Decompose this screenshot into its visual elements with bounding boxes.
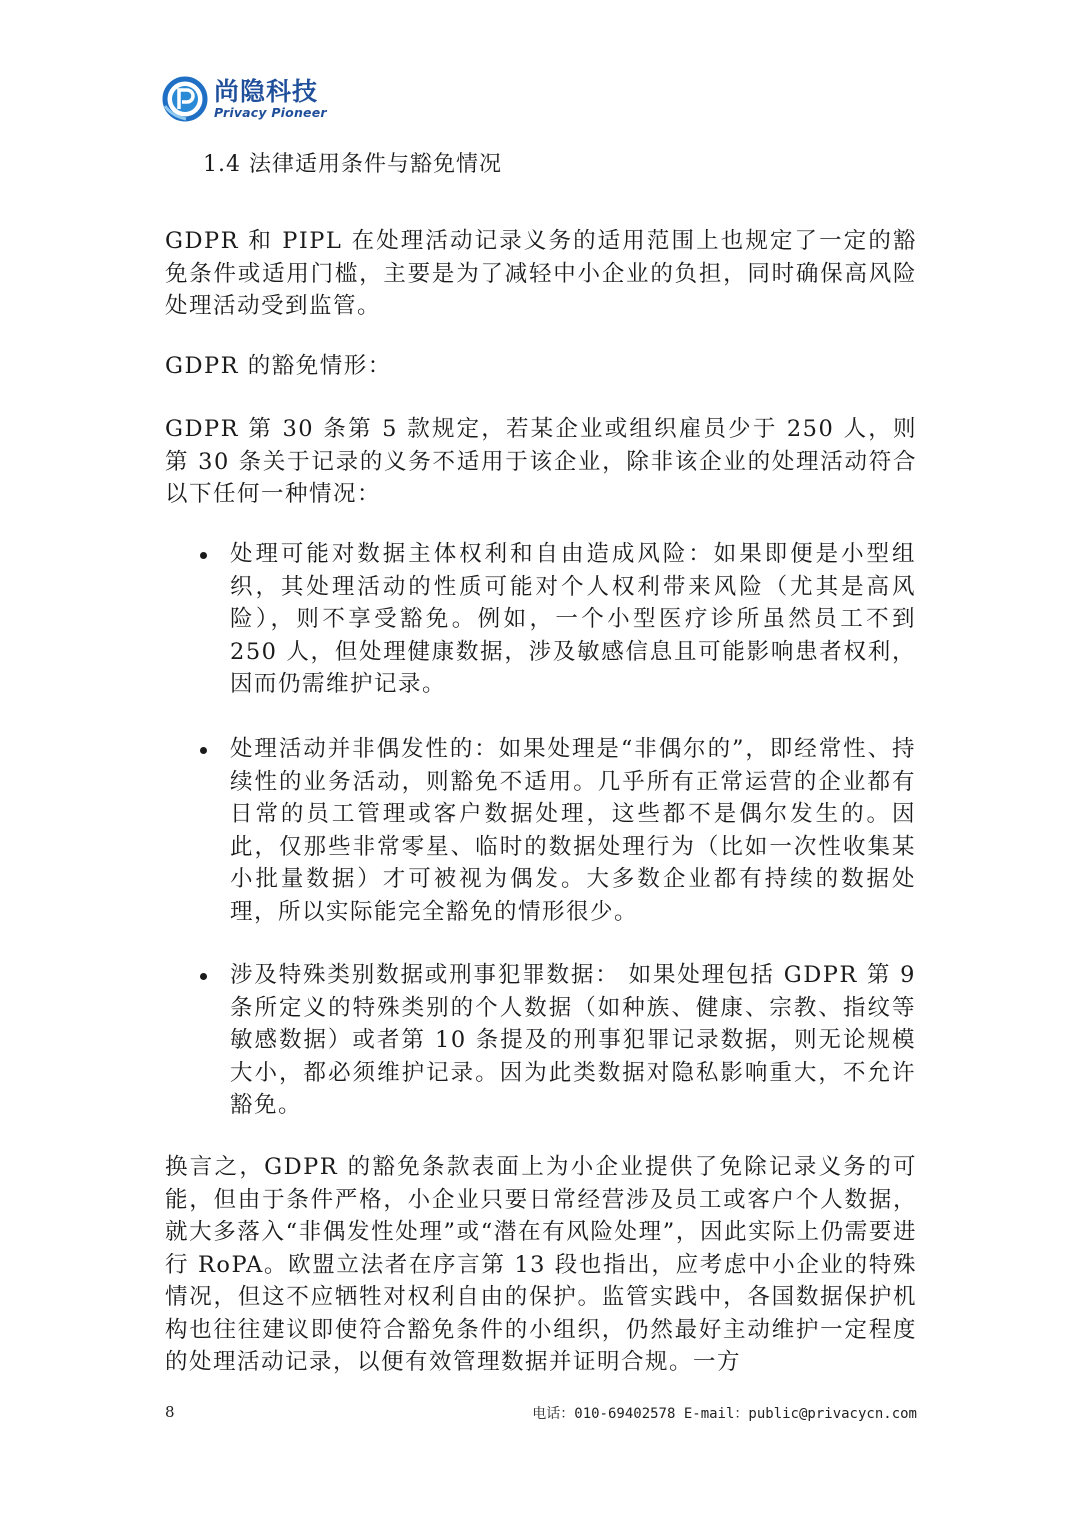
privacy-pioneer-logo-icon [162, 76, 208, 122]
page-number: 8 [165, 1403, 175, 1421]
company-logo [162, 74, 327, 124]
footer-contact: 电话：010-69402578 E-mail：public@privacycn.com [532, 1406, 917, 1422]
bullet-icon [200, 747, 207, 754]
list-item-text: 处理活动并非偶发性的：如果处理是“非偶尔的”，即经常性、持续性的业务活动，则豁免不适用。几乎所有正常运营的企业都有日常的员工管理或客户数据处理，这些都不是偶尔发生的。因此，仅那些非常零星、临时的数据处理行为（比如一次性收集某小批量数据）才可被视为偶发。大多数企业都有持续的数据处理，所以实际能完全豁免的情形很少。 [230, 736, 916, 925]
gdpr-exemption-label: GDPR 的豁免情形： [165, 353, 392, 379]
list-item [230, 733, 916, 928]
list-item [230, 538, 916, 701]
list-item-text: 处理可能对数据主体权利和自由造成风险：如果即便是小型组织，其处理活动的性质可能对个人权利带来风险（尤其是高风险），则不享受豁免。例如，一个小型医疗诊所虽然员工不到 250 人，但处理健康数据，涉及敏感信息且可能影响患者权利，因而仍需维护记录。 [230, 541, 916, 697]
gdpr-article30-paragraph: GDPR 第 30 条第 5 款规定，若某企业或组织雇员少于 250 人，则第 30 条关于记录的义务不适用于该企业，除非该企业的处理活动符合以下任何一种情况： [165, 416, 917, 507]
section-heading: 1.4 法律适用条件与豁免情况 [203, 152, 502, 177]
intro-paragraph: GDPR 和 PIPL 在处理活动记录义务的适用范围上也规定了一定的豁免条件或适用门槛，主要是为了减轻中小企业的负担，同时确保高风险处理活动受到监管。 [165, 228, 917, 319]
logo-chinese-name: 尚隐科技 [214, 76, 319, 106]
bullet-icon [200, 973, 207, 980]
bullet-icon [200, 552, 207, 559]
logo-english-name: Privacy Pioneer [214, 104, 327, 120]
list-item-text: 涉及特殊类别数据或刑事犯罪数据： 如果处理包括 GDPR 第 9 条所定义的特殊类别的个人数据（如种族、健康、宗教、指纹等敏感数据）或者第 10 条提及的刑事犯罪记录数据，则无论规模大小，都必须维护记录。因为此类数据对隐私影响重大，不允许豁免。 [230, 962, 916, 1118]
conclusion-paragraph: 换言之，GDPR 的豁免条款表面上为小企业提供了免除记录义务的可能，但由于条件严格，小企业只要日常经营涉及员工或客户个人数据，就大多落入“非偶发性处理”或“潜在有风险处理”，因此实际上仍需要进行 RoPA。欧盟立法者在序言第 13 段也指出，应考虑中小企业的特殊情况，但这不应牺牲对权利自由的保护。监管实践中，各国数据保护机构也往往建议即使符合豁免条件的小组织，仍然最好主动维护一定程度的处理活动记录，以便有效管理数据并证明合规。一方 [165, 1154, 917, 1375]
list-item [230, 959, 916, 1122]
